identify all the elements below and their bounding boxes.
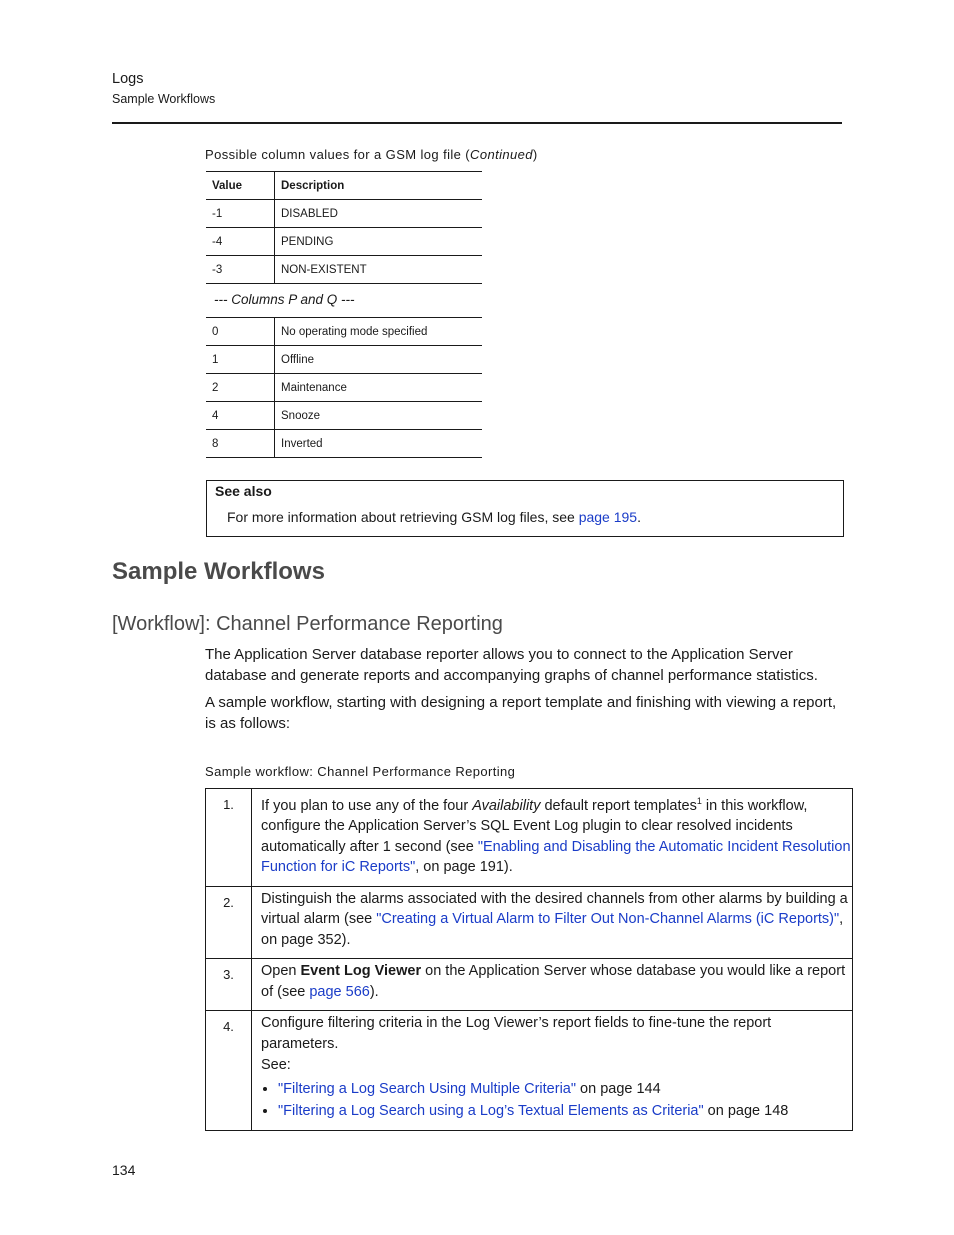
workflow-intro-paragraph: A sample workflow, starting with designing a report template and finishing with viewing a report, is as follows: (205, 694, 837, 732)
table-row (206, 318, 482, 346)
section-title: Sample Workflows (112, 558, 325, 585)
gsm-table-caption (205, 147, 538, 162)
cell-value: 8 (206, 430, 275, 458)
step-number-cell (206, 789, 252, 887)
step-text-part: Distinguish the alarms associated with the desired channels from other alarms by building a virtual alarm (see (261, 890, 848, 928)
cell-value: 2 (206, 374, 275, 402)
workflow-step (206, 959, 853, 1011)
see-also-text (227, 509, 641, 525)
step-text (252, 789, 853, 887)
cell-description: Snooze (275, 402, 483, 430)
cell-value: 1 (206, 346, 275, 374)
step-text (252, 1011, 853, 1131)
step-number-cell (206, 1011, 252, 1131)
see-also-box (206, 480, 844, 537)
workflow-table-caption: Sample workflow: Channel Performance Reporting (205, 764, 516, 779)
cell-description: Offline (275, 346, 483, 374)
enabling-disabling-link[interactable]: "Enabling and Disabling the Automatic Incident Resolution Function for iC Reports" (261, 838, 851, 876)
table-row (206, 430, 482, 458)
table-row (206, 346, 482, 374)
step-text-part: Configure filtering criteria in the Log Viewer’s report fields to fine-tune the report parameters. (261, 1015, 772, 1052)
caption-continued: Continued (470, 147, 533, 162)
intro-paragraph: The Application Server database reporter allows you to connect to the Application Server database and generate reports and accompanying graphs of channel performance statistics. (205, 646, 818, 684)
see-also-period: . (637, 509, 641, 525)
workflow-step (206, 886, 853, 959)
column-header-value: Value (206, 172, 275, 200)
filtering-textual-elements-link[interactable]: "Filtering a Log Search using a Log’s Textual Elements as Criteria" (278, 1102, 704, 1119)
table-row (206, 256, 482, 284)
cell-description: No operating mode specified (275, 318, 483, 346)
cell-value: 0 (206, 318, 275, 346)
cell-value: 4 (206, 402, 275, 430)
step-text-part: Open (261, 963, 301, 980)
workflow-step (206, 1011, 853, 1131)
step-number-cell (206, 959, 252, 1011)
see-label: See: (261, 1057, 291, 1074)
step-text-part: ). (369, 983, 379, 1000)
cell-description: PENDING (275, 228, 483, 256)
column-header-description: Description (275, 172, 483, 200)
table-header-row (206, 172, 482, 200)
caption-suffix: ) (532, 147, 538, 162)
table-row (206, 228, 482, 256)
step-text-part: on the Application Server whose database you would like a report of (see (261, 963, 846, 1000)
header-rule (112, 122, 842, 124)
table-row (206, 200, 482, 228)
see-also-body: For more information about retrieving GSM log files, see (227, 509, 579, 525)
list-item (278, 1100, 852, 1122)
step-number: 2. (223, 894, 234, 910)
cell-value: -1 (206, 200, 275, 228)
running-header-subtitle: Sample Workflows (112, 92, 216, 106)
page-566-link[interactable]: page 566 (309, 983, 370, 1000)
cell-description: Maintenance (275, 374, 483, 402)
step-text (252, 959, 853, 1011)
availability-term: Availability (472, 797, 541, 814)
list-item (278, 1078, 852, 1100)
columns-separator: --- Columns P and Q --- (214, 292, 355, 307)
footnote-marker: 1 (696, 796, 702, 806)
cell-value: -4 (206, 228, 275, 256)
step-text-part: in this workflow, configure the Application Server’s SQL Event Log plugin to clear resolved incidents automatically after 1 second (see (261, 797, 808, 855)
workflow-step (206, 789, 853, 887)
page-reference: on page 144 (576, 1080, 661, 1097)
creating-virtual-alarm-link[interactable]: "Creating a Virtual Alarm to Filter Out Non-Channel Alarms (iC Reports)" (376, 911, 840, 928)
see-links-list (261, 1078, 852, 1122)
page-number: 134 (112, 1162, 136, 1178)
cell-value: -3 (206, 256, 275, 284)
table-row (206, 374, 482, 402)
step-text-part: , on page 352). (261, 911, 844, 948)
cell-description: Inverted (275, 430, 483, 458)
step-number: 1. (223, 797, 234, 812)
step-text-part: default report templates (540, 797, 697, 814)
step-text-part: If you plan to use any of the four (261, 797, 473, 814)
cell-description: NON-EXISTENT (275, 256, 483, 284)
filtering-multiple-criteria-link[interactable]: "Filtering a Log Search Using Multiple Criteria" (278, 1080, 577, 1097)
gsm-values-table (206, 171, 482, 284)
cell-description: DISABLED (275, 200, 483, 228)
caption-prefix: Possible column values for a GSM log file ( (205, 147, 471, 162)
step-number-cell (206, 886, 252, 959)
step-number: 3. (223, 967, 234, 983)
page-195-link[interactable]: page 195 (578, 509, 638, 525)
event-log-viewer-term: Event Log Viewer (300, 963, 422, 980)
subsection-title: [Workflow]: Channel Performance Reporting (112, 613, 503, 635)
step-text (252, 886, 853, 959)
table-row (206, 402, 482, 430)
running-header-title: Logs (112, 71, 144, 87)
see-also-title: See also (215, 483, 272, 499)
page-reference: on page 148 (703, 1102, 789, 1119)
gsm-values-table-continued (206, 317, 482, 458)
step-text-part: , on page 191). (415, 859, 513, 876)
workflow-steps-table (205, 788, 853, 1131)
step-number: 4. (223, 1019, 234, 1035)
